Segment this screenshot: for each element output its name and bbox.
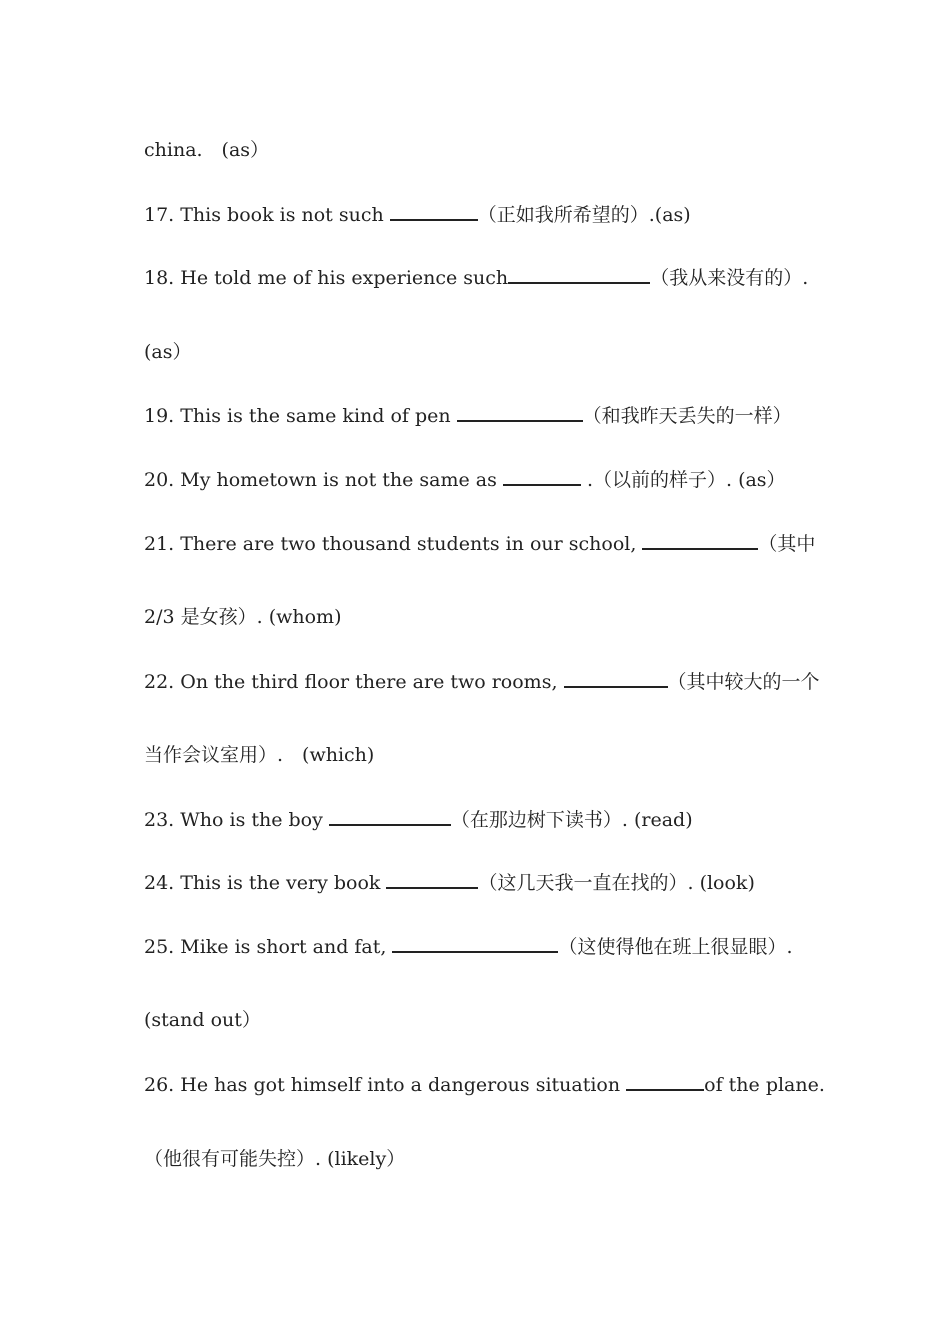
question-20: 20. My hometown is not the same as .（以前的样子）. (as） xyxy=(144,466,786,493)
question-26-cont: （他很有可能失控）. (likely） xyxy=(144,1148,406,1170)
answer-blank[interactable] xyxy=(329,806,451,826)
question-21: 21. There are two thousand students in our school, （其中 xyxy=(144,530,815,557)
question-19: 19. This is the same kind of pen （和我昨天丢失的一样） xyxy=(144,402,792,429)
question-22: 22. On the third floor there are two rooms, （其中较大的一个 xyxy=(144,668,820,695)
question-18-cont: (as） xyxy=(144,341,192,363)
question-18: 18. He told me of his experience such （我从来没有的）. xyxy=(144,264,808,291)
answer-blank[interactable] xyxy=(508,264,650,284)
answer-blank[interactable] xyxy=(626,1071,704,1091)
line-16-cont: china. (as） xyxy=(144,139,270,161)
question-25: 25. Mike is short and fat, （这使得他在班上很显眼）. xyxy=(144,933,793,960)
answer-blank[interactable] xyxy=(564,668,668,688)
question-25-cont: (stand out） xyxy=(144,1009,261,1031)
question-17: 17. This book is not such （正如我所希望的）.(as) xyxy=(144,201,691,228)
question-24: 24. This is the very book （这几天我一直在找的）. (look) xyxy=(144,869,755,896)
answer-blank[interactable] xyxy=(390,201,478,221)
question-22-cont: 当作会议室用）. (which) xyxy=(144,744,375,766)
answer-blank[interactable] xyxy=(503,466,581,486)
question-26: 26. He has got himself into a dangerous situation of the plane. xyxy=(144,1071,825,1098)
answer-blank[interactable] xyxy=(457,402,583,422)
answer-blank[interactable] xyxy=(392,933,558,953)
answer-blank[interactable] xyxy=(642,530,758,550)
question-23: 23. Who is the boy （在那边树下读书）. (read) xyxy=(144,806,693,833)
answer-blank[interactable] xyxy=(386,869,478,889)
question-21-cont: 2/3 是女孩）. (whom) xyxy=(144,606,342,628)
